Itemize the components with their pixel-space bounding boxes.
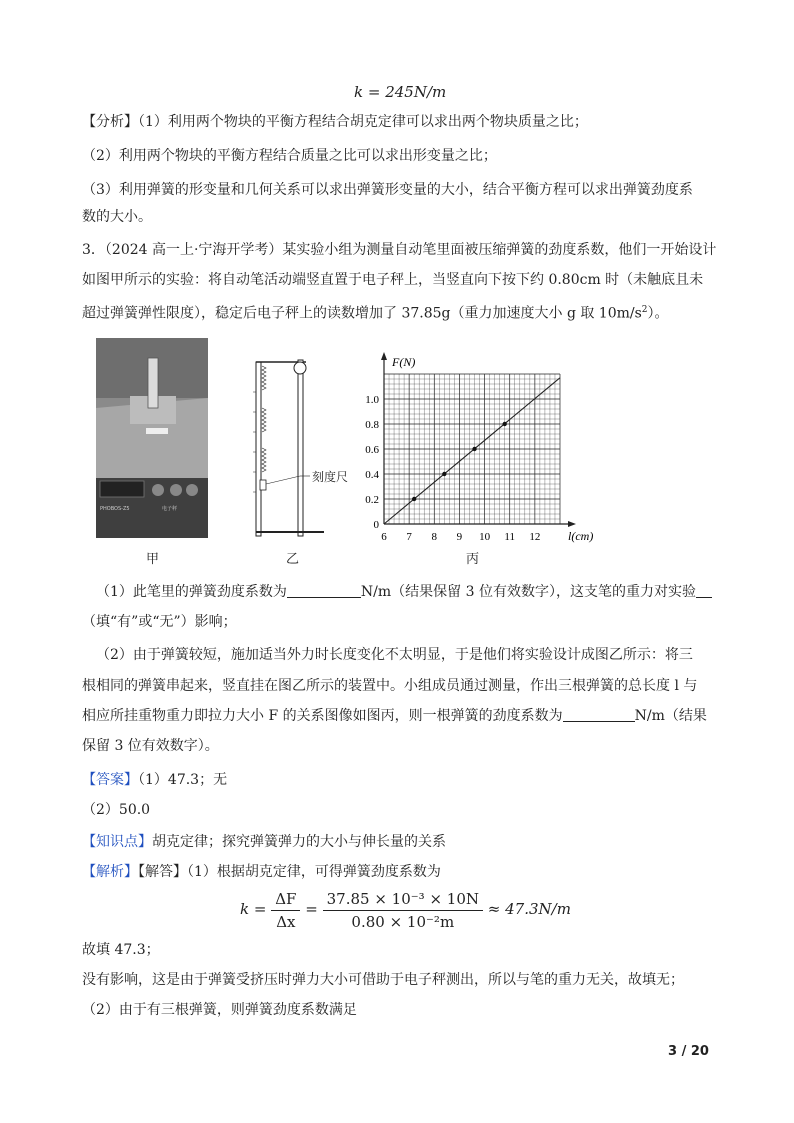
knowledge-line: [82, 832, 446, 852]
y-tick-label: 0: [373, 519, 379, 531]
y-tick-label: 0.6: [365, 444, 379, 456]
solution-line-3: 没有影响，这是由于弹簧受挤压时弹力大小可借助于电子秤测出，所以与笔的重力无关，故填无；: [82, 972, 684, 988]
data-point: [502, 422, 506, 426]
x-tick-label: 11: [504, 531, 516, 543]
x-tick-label: 7: [406, 531, 412, 543]
data-point: [442, 472, 446, 476]
formula-result: ≈ 47.3N/m: [487, 900, 571, 918]
y-tick-label: 0.2: [365, 494, 379, 506]
data-point: [412, 497, 416, 501]
frac1-num: ΔF: [271, 888, 300, 911]
analysis-line-1: [82, 112, 588, 132]
solution-tag-1: 【解析】: [82, 864, 138, 880]
blank-3[interactable]: [563, 707, 635, 722]
y-tick-label: 0.8: [365, 419, 379, 431]
analysis-text-1: （1）利用两个物块的平衡方程结合胡克定律可以求出两个物块质量之比；: [138, 114, 588, 130]
data-point: [472, 447, 476, 451]
spring-3: [262, 448, 266, 472]
analysis-line-2: （2）利用两个物块的平衡方程结合质量之比可以求出形变量之比；: [82, 148, 497, 164]
answer-line-2: （2）50.0: [82, 802, 151, 818]
frac2-num: 37.85 × 10⁻³ × 10N: [323, 888, 483, 911]
solution-line-4: （2）由于有三根弹簧，则弹簧劲度系数满足: [82, 1002, 357, 1018]
y-axis-arrow: [381, 352, 387, 360]
figure-jia-photo: [96, 338, 208, 538]
weight-hanger: [260, 480, 266, 490]
analysis-line-3: （3）利用弹簧的形变量和几何关系可以求出弹簧形变量的大小，结合平衡方程可以求出弹簧劲度系: [82, 182, 693, 198]
figure-bing-chart: [360, 348, 600, 548]
sub2-line-1: （2）由于弹簧较短，施加适当外力时长度变化不太明显，于是他们将实验设计成图乙所示：将三: [96, 647, 693, 663]
scale-brand-text: PHOBOS-Z5: [100, 506, 130, 512]
question-line-3: [82, 300, 669, 324]
solution-formula: [240, 884, 571, 934]
fit-line: [384, 378, 560, 524]
solution-line-1: [82, 862, 441, 882]
frac1-den: Δx: [276, 912, 296, 931]
knowledge-tag: 【知识点】: [82, 834, 152, 850]
fraction-values: [323, 888, 483, 933]
sub1-text-a: （1）此笔里的弹簧劲度系数为: [96, 584, 287, 600]
question-line-1: 3．（2024 高一上·宁海开学考）某实验小组为测量自动笔里面被压缩弹簧的劲度系数，他们一开始设计: [82, 242, 717, 258]
x-tick-label: 9: [456, 531, 463, 543]
sub2-text-3b: N/m（结果: [634, 708, 707, 724]
formula-eq: =: [305, 900, 318, 918]
sub2-line-3: [82, 706, 707, 726]
x-axis-arrow: [568, 521, 576, 527]
sub1-line-1: [96, 582, 712, 602]
formula-k: k =: [240, 900, 267, 918]
y-tick-label: 0.4: [365, 469, 379, 481]
x-tick-label: 8: [431, 531, 438, 543]
y-axis-label: F(N): [392, 355, 416, 369]
sub1-line-2: （填“有”或“无”）影响；: [82, 614, 237, 630]
scale-label-text: 电子秤: [162, 506, 178, 512]
question-sup: 2: [641, 305, 648, 315]
x-axis-label: l(cm): [568, 529, 594, 543]
caption-yi: 乙: [286, 552, 300, 567]
answer-text-1: （1）47.3；无: [138, 772, 228, 788]
page-number: 3 / 20: [668, 1044, 709, 1059]
x-tick-label: 12: [529, 531, 541, 543]
answer-tag: 【答案】: [82, 772, 138, 788]
fraction-dF-dx: [271, 888, 300, 933]
figure-yi-apparatus: [236, 352, 349, 542]
answer-line-1: [82, 770, 227, 790]
solution-line-2: 故填 47.3；: [82, 942, 160, 958]
question-text-3b: ）。: [647, 305, 669, 322]
analysis-line-4: 数的大小。: [82, 209, 152, 225]
x-tick-label: 6: [381, 531, 387, 543]
question-text-3a: 超过弹簧弹性限度），稳定后电子秤上的读数增加了 37.85g（重力加速度大小 g 取 10m/s: [82, 305, 642, 322]
spring-2: [262, 408, 266, 432]
sub2-line-4: 保留 3 位有效数字）。: [82, 738, 219, 754]
frac2-den: 0.80 × 10⁻²m: [351, 912, 455, 931]
y-tick-label: 1.0: [365, 394, 379, 406]
blank-1[interactable]: [287, 583, 361, 598]
x-tick-label: 10: [479, 531, 491, 543]
ruler-label: 刻度尺: [312, 470, 349, 484]
knowledge-text: 胡克定律；探究弹簧弹力的大小与伸长量的关系: [152, 834, 446, 850]
blank-2[interactable]: [696, 583, 712, 598]
analysis-tag: 【分析】: [82, 114, 138, 130]
caption-bing: 丙: [466, 552, 480, 567]
question-line-2: 如图甲所示的实验：将自动笔活动端竖直置于电子秤上，当竖直向下按下约 0.80cm 时（未触底且未: [82, 272, 704, 288]
top-formula: k = 245N/m: [354, 83, 447, 101]
solution-text-1: （1）根据胡克定律，可得弹簧劲度系数为: [187, 864, 441, 880]
solution-tag-2: 【解答】: [138, 864, 187, 880]
sub2-text-3a: 相应所挂重物重力即拉力大小 F 的关系图像如图丙，则一根弹簧的劲度系数为: [82, 708, 563, 724]
sub2-line-2: 根相同的弹簧串起来，竖直挂在图乙所示的装置中。小组成员通过测量，作出三根弹簧的总长度 l 与: [82, 678, 698, 694]
sub1-text-b: N/m（结果保留 3 位有效数字），这支笔的重力对实验: [360, 584, 696, 600]
caption-jia: 甲: [146, 552, 160, 567]
spring-1: [262, 366, 266, 390]
